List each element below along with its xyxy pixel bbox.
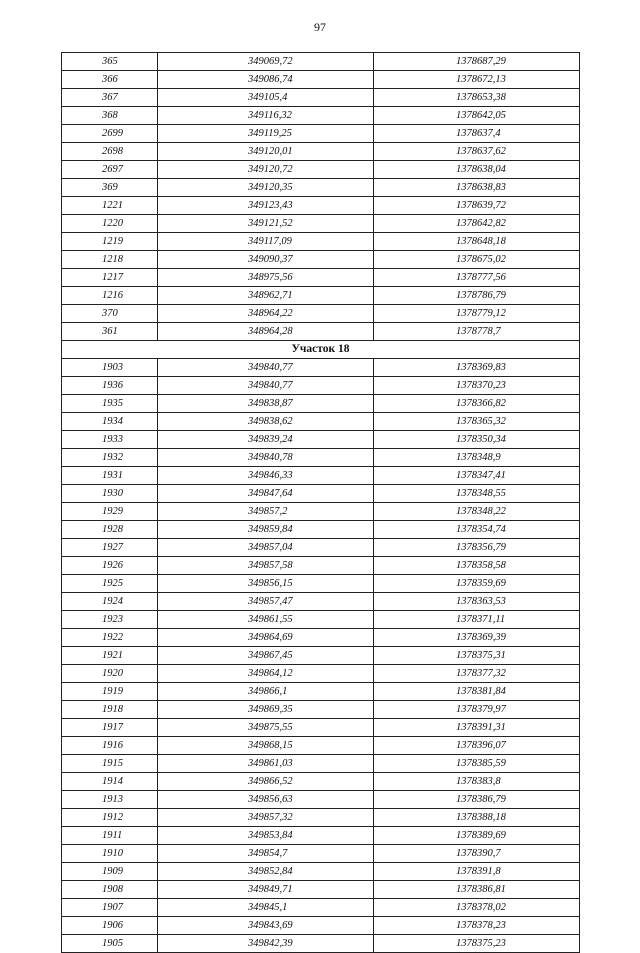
y-coordinate-cell: 1378672,13	[374, 71, 580, 89]
y-coordinate-cell: 1378348,55	[374, 485, 580, 503]
x-coordinate-cell: 349866,1	[158, 683, 374, 701]
x-coordinate-cell: 349838,62	[158, 413, 374, 431]
point-number-cell: 1218	[62, 251, 158, 269]
y-coordinate-cell: 1378396,07	[374, 737, 580, 755]
y-coordinate-cell: 1378366,82	[374, 395, 580, 413]
y-coordinate-cell: 1378363,53	[374, 593, 580, 611]
table-row	[62, 143, 580, 161]
y-coordinate-cell: 1378358,58	[374, 557, 580, 575]
y-coordinate-cell: 1378390,7	[374, 845, 580, 863]
table-row	[62, 719, 580, 737]
coordinates-table	[61, 52, 580, 953]
x-coordinate-cell: 349069,72	[158, 53, 374, 71]
y-coordinate-cell: 1378637,4	[374, 125, 580, 143]
section-heading: Участок 18	[62, 341, 580, 359]
x-coordinate-cell: 349867,45	[158, 647, 374, 665]
point-number-cell: 370	[62, 305, 158, 323]
point-number-cell: 1914	[62, 773, 158, 791]
table-row	[62, 287, 580, 305]
y-coordinate-cell: 1378638,83	[374, 179, 580, 197]
y-coordinate-cell: 1378779,12	[374, 305, 580, 323]
x-coordinate-cell: 349090,37	[158, 251, 374, 269]
point-number-cell: 1933	[62, 431, 158, 449]
point-number-cell: 1219	[62, 233, 158, 251]
y-coordinate-cell: 1378653,38	[374, 89, 580, 107]
x-coordinate-cell: 349854,7	[158, 845, 374, 863]
y-coordinate-cell: 1378675,02	[374, 251, 580, 269]
table-row	[62, 935, 580, 953]
y-coordinate-cell: 1378347,41	[374, 467, 580, 485]
y-coordinate-cell: 1378648,18	[374, 233, 580, 251]
y-coordinate-cell: 1378388,18	[374, 809, 580, 827]
y-coordinate-cell: 1378637,62	[374, 143, 580, 161]
table-row	[62, 521, 580, 539]
y-coordinate-cell: 1378378,02	[374, 899, 580, 917]
point-number-cell: 369	[62, 179, 158, 197]
table-row	[62, 593, 580, 611]
x-coordinate-cell: 348964,22	[158, 305, 374, 323]
y-coordinate-cell: 1378385,59	[374, 755, 580, 773]
y-coordinate-cell: 1378371,11	[374, 611, 580, 629]
point-number-cell: 1929	[62, 503, 158, 521]
point-number-cell: 1922	[62, 629, 158, 647]
table-row	[62, 899, 580, 917]
point-number-cell: 1931	[62, 467, 158, 485]
table-row	[62, 413, 580, 431]
y-coordinate-cell: 1378348,22	[374, 503, 580, 521]
point-number-cell: 1216	[62, 287, 158, 305]
y-coordinate-cell: 1378391,8	[374, 863, 580, 881]
x-coordinate-cell: 349846,33	[158, 467, 374, 485]
point-number-cell: 1936	[62, 377, 158, 395]
table-row	[62, 161, 580, 179]
table-row	[62, 683, 580, 701]
y-coordinate-cell: 1378350,34	[374, 431, 580, 449]
x-coordinate-cell: 349120,72	[158, 161, 374, 179]
x-coordinate-cell: 349868,15	[158, 737, 374, 755]
x-coordinate-cell: 349875,55	[158, 719, 374, 737]
table-row	[62, 305, 580, 323]
point-number-cell: 1923	[62, 611, 158, 629]
point-number-cell: 1217	[62, 269, 158, 287]
table-row	[62, 269, 580, 287]
x-coordinate-cell: 349119,25	[158, 125, 374, 143]
page-number: 97	[314, 20, 326, 34]
point-number-cell: 1913	[62, 791, 158, 809]
x-coordinate-cell: 349121,52	[158, 215, 374, 233]
x-coordinate-cell: 349120,35	[158, 179, 374, 197]
table-row	[62, 611, 580, 629]
point-number-cell: 1928	[62, 521, 158, 539]
point-number-cell: 365	[62, 53, 158, 71]
table-row	[62, 575, 580, 593]
point-number-cell: 1927	[62, 539, 158, 557]
table-row	[62, 53, 580, 71]
coordinates-table-body	[62, 53, 580, 953]
x-coordinate-cell: 349866,52	[158, 773, 374, 791]
point-number-cell: 1925	[62, 575, 158, 593]
x-coordinate-cell: 349843,69	[158, 917, 374, 935]
table-row	[62, 881, 580, 899]
point-number-cell: 1915	[62, 755, 158, 773]
x-coordinate-cell: 349857,2	[158, 503, 374, 521]
x-coordinate-cell: 349853,84	[158, 827, 374, 845]
point-number-cell: 1910	[62, 845, 158, 863]
y-coordinate-cell: 1378777,56	[374, 269, 580, 287]
y-coordinate-cell: 1378378,23	[374, 917, 580, 935]
section-heading-row	[62, 341, 580, 359]
point-number-cell: 1906	[62, 917, 158, 935]
table-row	[62, 539, 580, 557]
table-row	[62, 233, 580, 251]
y-coordinate-cell: 1378375,31	[374, 647, 580, 665]
y-coordinate-cell: 1378365,32	[374, 413, 580, 431]
point-number-cell: 367	[62, 89, 158, 107]
table-row	[62, 503, 580, 521]
point-number-cell: 1924	[62, 593, 158, 611]
x-coordinate-cell: 349864,12	[158, 665, 374, 683]
point-number-cell: 1935	[62, 395, 158, 413]
table-row	[62, 251, 580, 269]
x-coordinate-cell: 349857,32	[158, 809, 374, 827]
x-coordinate-cell: 349864,69	[158, 629, 374, 647]
point-number-cell: 2698	[62, 143, 158, 161]
x-coordinate-cell: 349857,47	[158, 593, 374, 611]
y-coordinate-cell: 1378778,7	[374, 323, 580, 341]
point-number-cell: 361	[62, 323, 158, 341]
table-row	[62, 485, 580, 503]
table-row	[62, 197, 580, 215]
point-number-cell: 1905	[62, 935, 158, 953]
y-coordinate-cell: 1378354,74	[374, 521, 580, 539]
y-coordinate-cell: 1378642,05	[374, 107, 580, 125]
table-row	[62, 827, 580, 845]
x-coordinate-cell: 349840,77	[158, 377, 374, 395]
table-row	[62, 431, 580, 449]
y-coordinate-cell: 1378348,9	[374, 449, 580, 467]
x-coordinate-cell: 349857,04	[158, 539, 374, 557]
table-row	[62, 863, 580, 881]
table-row	[62, 701, 580, 719]
point-number-cell: 1909	[62, 863, 158, 881]
table-row	[62, 629, 580, 647]
point-number-cell: 1912	[62, 809, 158, 827]
table-row	[62, 377, 580, 395]
point-number-cell: 1903	[62, 359, 158, 377]
table-row	[62, 323, 580, 341]
point-number-cell: 1926	[62, 557, 158, 575]
y-coordinate-cell: 1378391,31	[374, 719, 580, 737]
x-coordinate-cell: 349120,01	[158, 143, 374, 161]
x-coordinate-cell: 349852,84	[158, 863, 374, 881]
point-number-cell: 368	[62, 107, 158, 125]
x-coordinate-cell: 348975,56	[158, 269, 374, 287]
point-number-cell: 1918	[62, 701, 158, 719]
y-coordinate-cell: 1378370,23	[374, 377, 580, 395]
point-number-cell: 1917	[62, 719, 158, 737]
y-coordinate-cell: 1378638,04	[374, 161, 580, 179]
y-coordinate-cell: 1378375,23	[374, 935, 580, 953]
x-coordinate-cell: 349105,4	[158, 89, 374, 107]
x-coordinate-cell: 349840,77	[158, 359, 374, 377]
point-number-cell: 1919	[62, 683, 158, 701]
point-number-cell: 2699	[62, 125, 158, 143]
x-coordinate-cell: 349840,78	[158, 449, 374, 467]
table-row	[62, 89, 580, 107]
y-coordinate-cell: 1378383,8	[374, 773, 580, 791]
table-row	[62, 395, 580, 413]
table-row	[62, 71, 580, 89]
point-number-cell: 1908	[62, 881, 158, 899]
x-coordinate-cell: 349838,87	[158, 395, 374, 413]
x-coordinate-cell: 349839,24	[158, 431, 374, 449]
table-row	[62, 215, 580, 233]
x-coordinate-cell: 349116,32	[158, 107, 374, 125]
y-coordinate-cell: 1378687,29	[374, 53, 580, 71]
point-number-cell: 1934	[62, 413, 158, 431]
x-coordinate-cell: 349857,58	[158, 557, 374, 575]
y-coordinate-cell: 1378389,69	[374, 827, 580, 845]
point-number-cell: 1921	[62, 647, 158, 665]
x-coordinate-cell: 349845,1	[158, 899, 374, 917]
point-number-cell: 366	[62, 71, 158, 89]
point-number-cell: 1907	[62, 899, 158, 917]
x-coordinate-cell: 349086,74	[158, 71, 374, 89]
y-coordinate-cell: 1378639,72	[374, 197, 580, 215]
y-coordinate-cell: 1378386,81	[374, 881, 580, 899]
x-coordinate-cell: 349859,84	[158, 521, 374, 539]
table-row	[62, 791, 580, 809]
x-coordinate-cell: 349123,43	[158, 197, 374, 215]
table-row	[62, 755, 580, 773]
y-coordinate-cell: 1378369,39	[374, 629, 580, 647]
y-coordinate-cell: 1378369,83	[374, 359, 580, 377]
y-coordinate-cell: 1378356,79	[374, 539, 580, 557]
point-number-cell: 2697	[62, 161, 158, 179]
y-coordinate-cell: 1378386,79	[374, 791, 580, 809]
table-row	[62, 359, 580, 377]
x-coordinate-cell: 349869,35	[158, 701, 374, 719]
y-coordinate-cell: 1378381,84	[374, 683, 580, 701]
table-row	[62, 737, 580, 755]
y-coordinate-cell: 1378786,79	[374, 287, 580, 305]
x-coordinate-cell: 349856,15	[158, 575, 374, 593]
x-coordinate-cell: 348962,71	[158, 287, 374, 305]
point-number-cell: 1916	[62, 737, 158, 755]
table-row	[62, 917, 580, 935]
y-coordinate-cell: 1378377,32	[374, 665, 580, 683]
x-coordinate-cell: 349861,03	[158, 755, 374, 773]
x-coordinate-cell: 349856,63	[158, 791, 374, 809]
point-number-cell: 1930	[62, 485, 158, 503]
x-coordinate-cell: 349117,09	[158, 233, 374, 251]
x-coordinate-cell: 348964,28	[158, 323, 374, 341]
table-row	[62, 125, 580, 143]
table-row	[62, 449, 580, 467]
table-row	[62, 467, 580, 485]
y-coordinate-cell: 1378642,82	[374, 215, 580, 233]
y-coordinate-cell: 1378359,69	[374, 575, 580, 593]
point-number-cell: 1920	[62, 665, 158, 683]
point-number-cell: 1911	[62, 827, 158, 845]
x-coordinate-cell: 349842,39	[158, 935, 374, 953]
point-number-cell: 1220	[62, 215, 158, 233]
x-coordinate-cell: 349861,55	[158, 611, 374, 629]
table-row	[62, 773, 580, 791]
table-row	[62, 845, 580, 863]
x-coordinate-cell: 349849,71	[158, 881, 374, 899]
table-row	[62, 665, 580, 683]
table-row	[62, 107, 580, 125]
table-row	[62, 647, 580, 665]
x-coordinate-cell: 349847,64	[158, 485, 374, 503]
table-row	[62, 557, 580, 575]
coordinates-table-container	[61, 52, 579, 953]
point-number-cell: 1221	[62, 197, 158, 215]
point-number-cell: 1932	[62, 449, 158, 467]
table-row	[62, 809, 580, 827]
y-coordinate-cell: 1378379,97	[374, 701, 580, 719]
table-row	[62, 179, 580, 197]
